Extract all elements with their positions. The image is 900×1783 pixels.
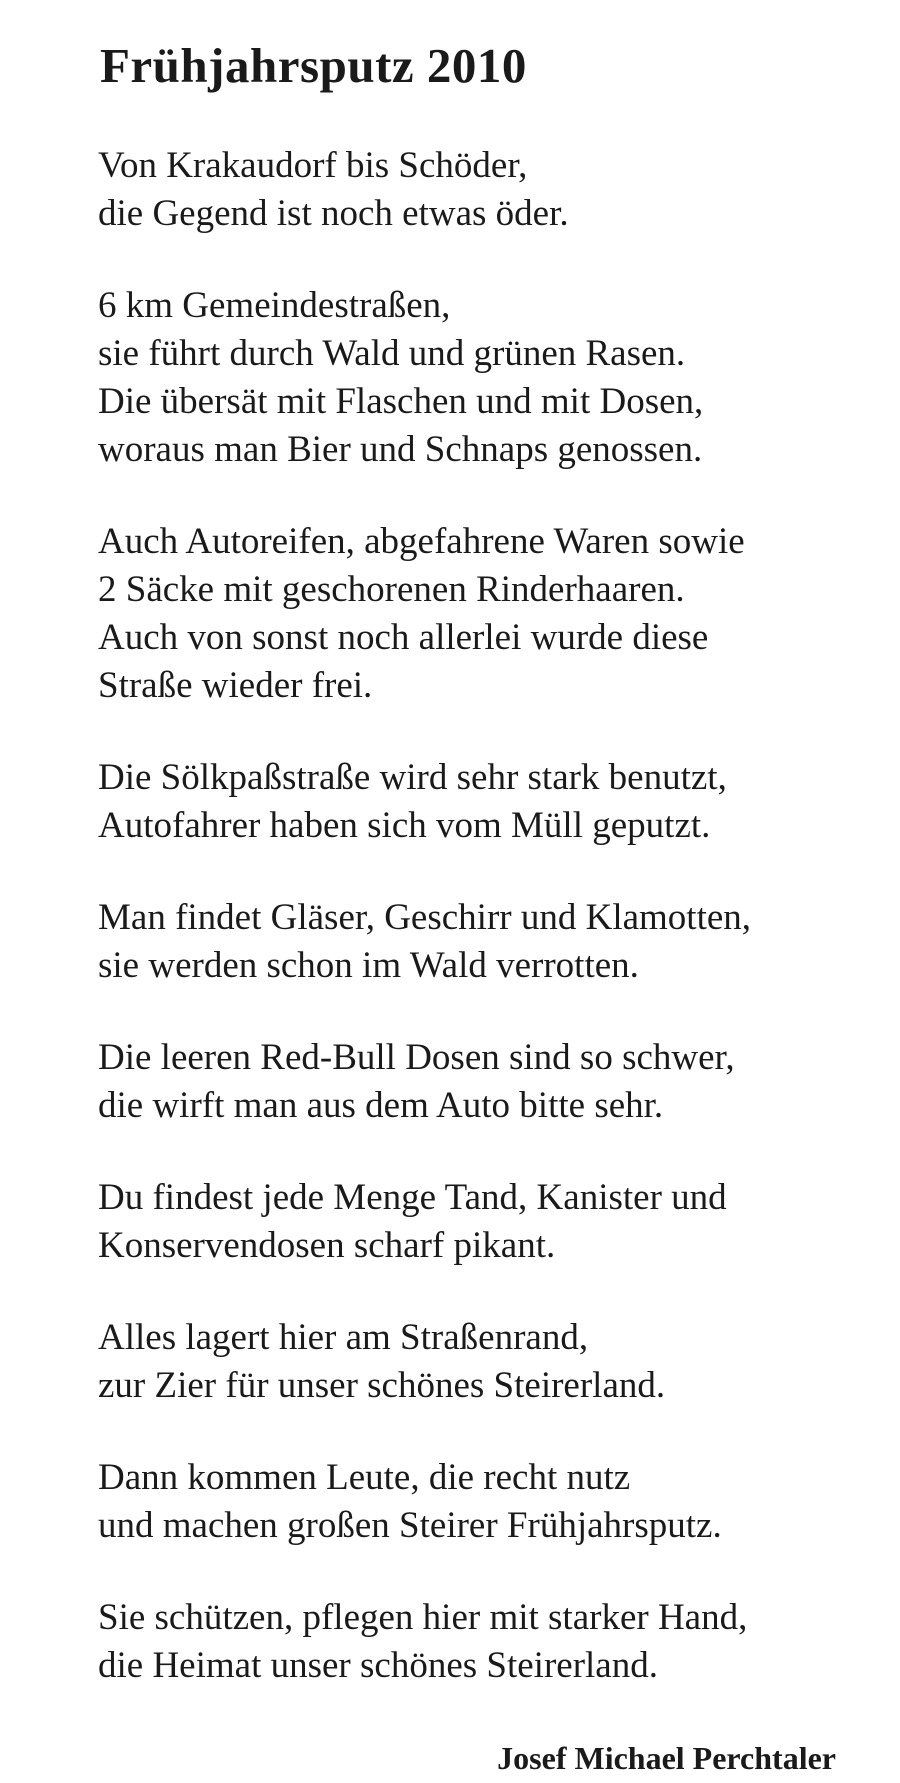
poem-line: Auch von sonst noch allerlei wurde diese [98,617,709,658]
poem-line: zur Zier für unser schönes Steirerland. [98,1365,666,1406]
poem-line: 2 Säcke mit geschorenen Rinderhaaren. [98,569,685,610]
poem-line: Alles lagert hier am Straßenrand, [98,1317,589,1358]
author-signature: Josef Michael Perchtaler [497,1740,836,1776]
stanza [98,1314,888,1410]
poem-line: 6 km Gemeindestraßen, [98,285,451,326]
poem-line: Straße wieder frei. [98,665,373,706]
stanza [98,518,888,710]
stanza [98,754,888,850]
stanza [98,1594,888,1690]
stanza [98,894,888,990]
stanza [98,142,888,238]
poem-title: Frühjahrsputz 2010 [100,38,527,93]
poem-line: und machen großen Steirer Frühjahrsputz. [98,1505,722,1546]
poem-line: sie werden schon im Wald verrotten. [98,945,639,986]
poem-line: sie führt durch Wald und grünen Rasen. [98,333,686,374]
poem-line: Von Krakaudorf bis Schöder, [98,145,528,186]
poem-line: Du findest jede Menge Tand, Kanister und [98,1177,727,1218]
poem-body [98,142,888,1734]
poem-line: Auch Autoreifen, abgefahrene Waren sowie [98,521,745,562]
stanza [98,282,888,474]
stanza [98,1034,888,1130]
poem-line: Man findet Gläser, Geschirr und Klamotten, [98,897,752,938]
stanza [98,1174,888,1270]
poem-line: Konservendosen scharf pikant. [98,1225,556,1266]
poem-line: Die übersät mit Flaschen und mit Dosen, [98,381,704,422]
poem-line: die wirft man aus dem Auto bitte sehr. [98,1085,664,1126]
poem-line: Die Sölkpaßstraße wird sehr stark benutzt, [98,757,727,798]
stanza [98,1454,888,1550]
poem-line: die Heimat unser schönes Steirerland. [98,1645,658,1686]
poem-line: Die leeren Red-Bull Dosen sind so schwer, [98,1037,735,1078]
poem-line: die Gegend ist noch etwas öder. [98,193,569,234]
poem-line: Dann kommen Leute, die recht nutz [98,1457,631,1498]
poem-line: Autofahrer haben sich vom Müll geputzt. [98,805,711,846]
poem-line: Sie schützen, pflegen hier mit starker Hand, [98,1597,748,1638]
poem-line: woraus man Bier und Schnaps genossen. [98,429,703,470]
